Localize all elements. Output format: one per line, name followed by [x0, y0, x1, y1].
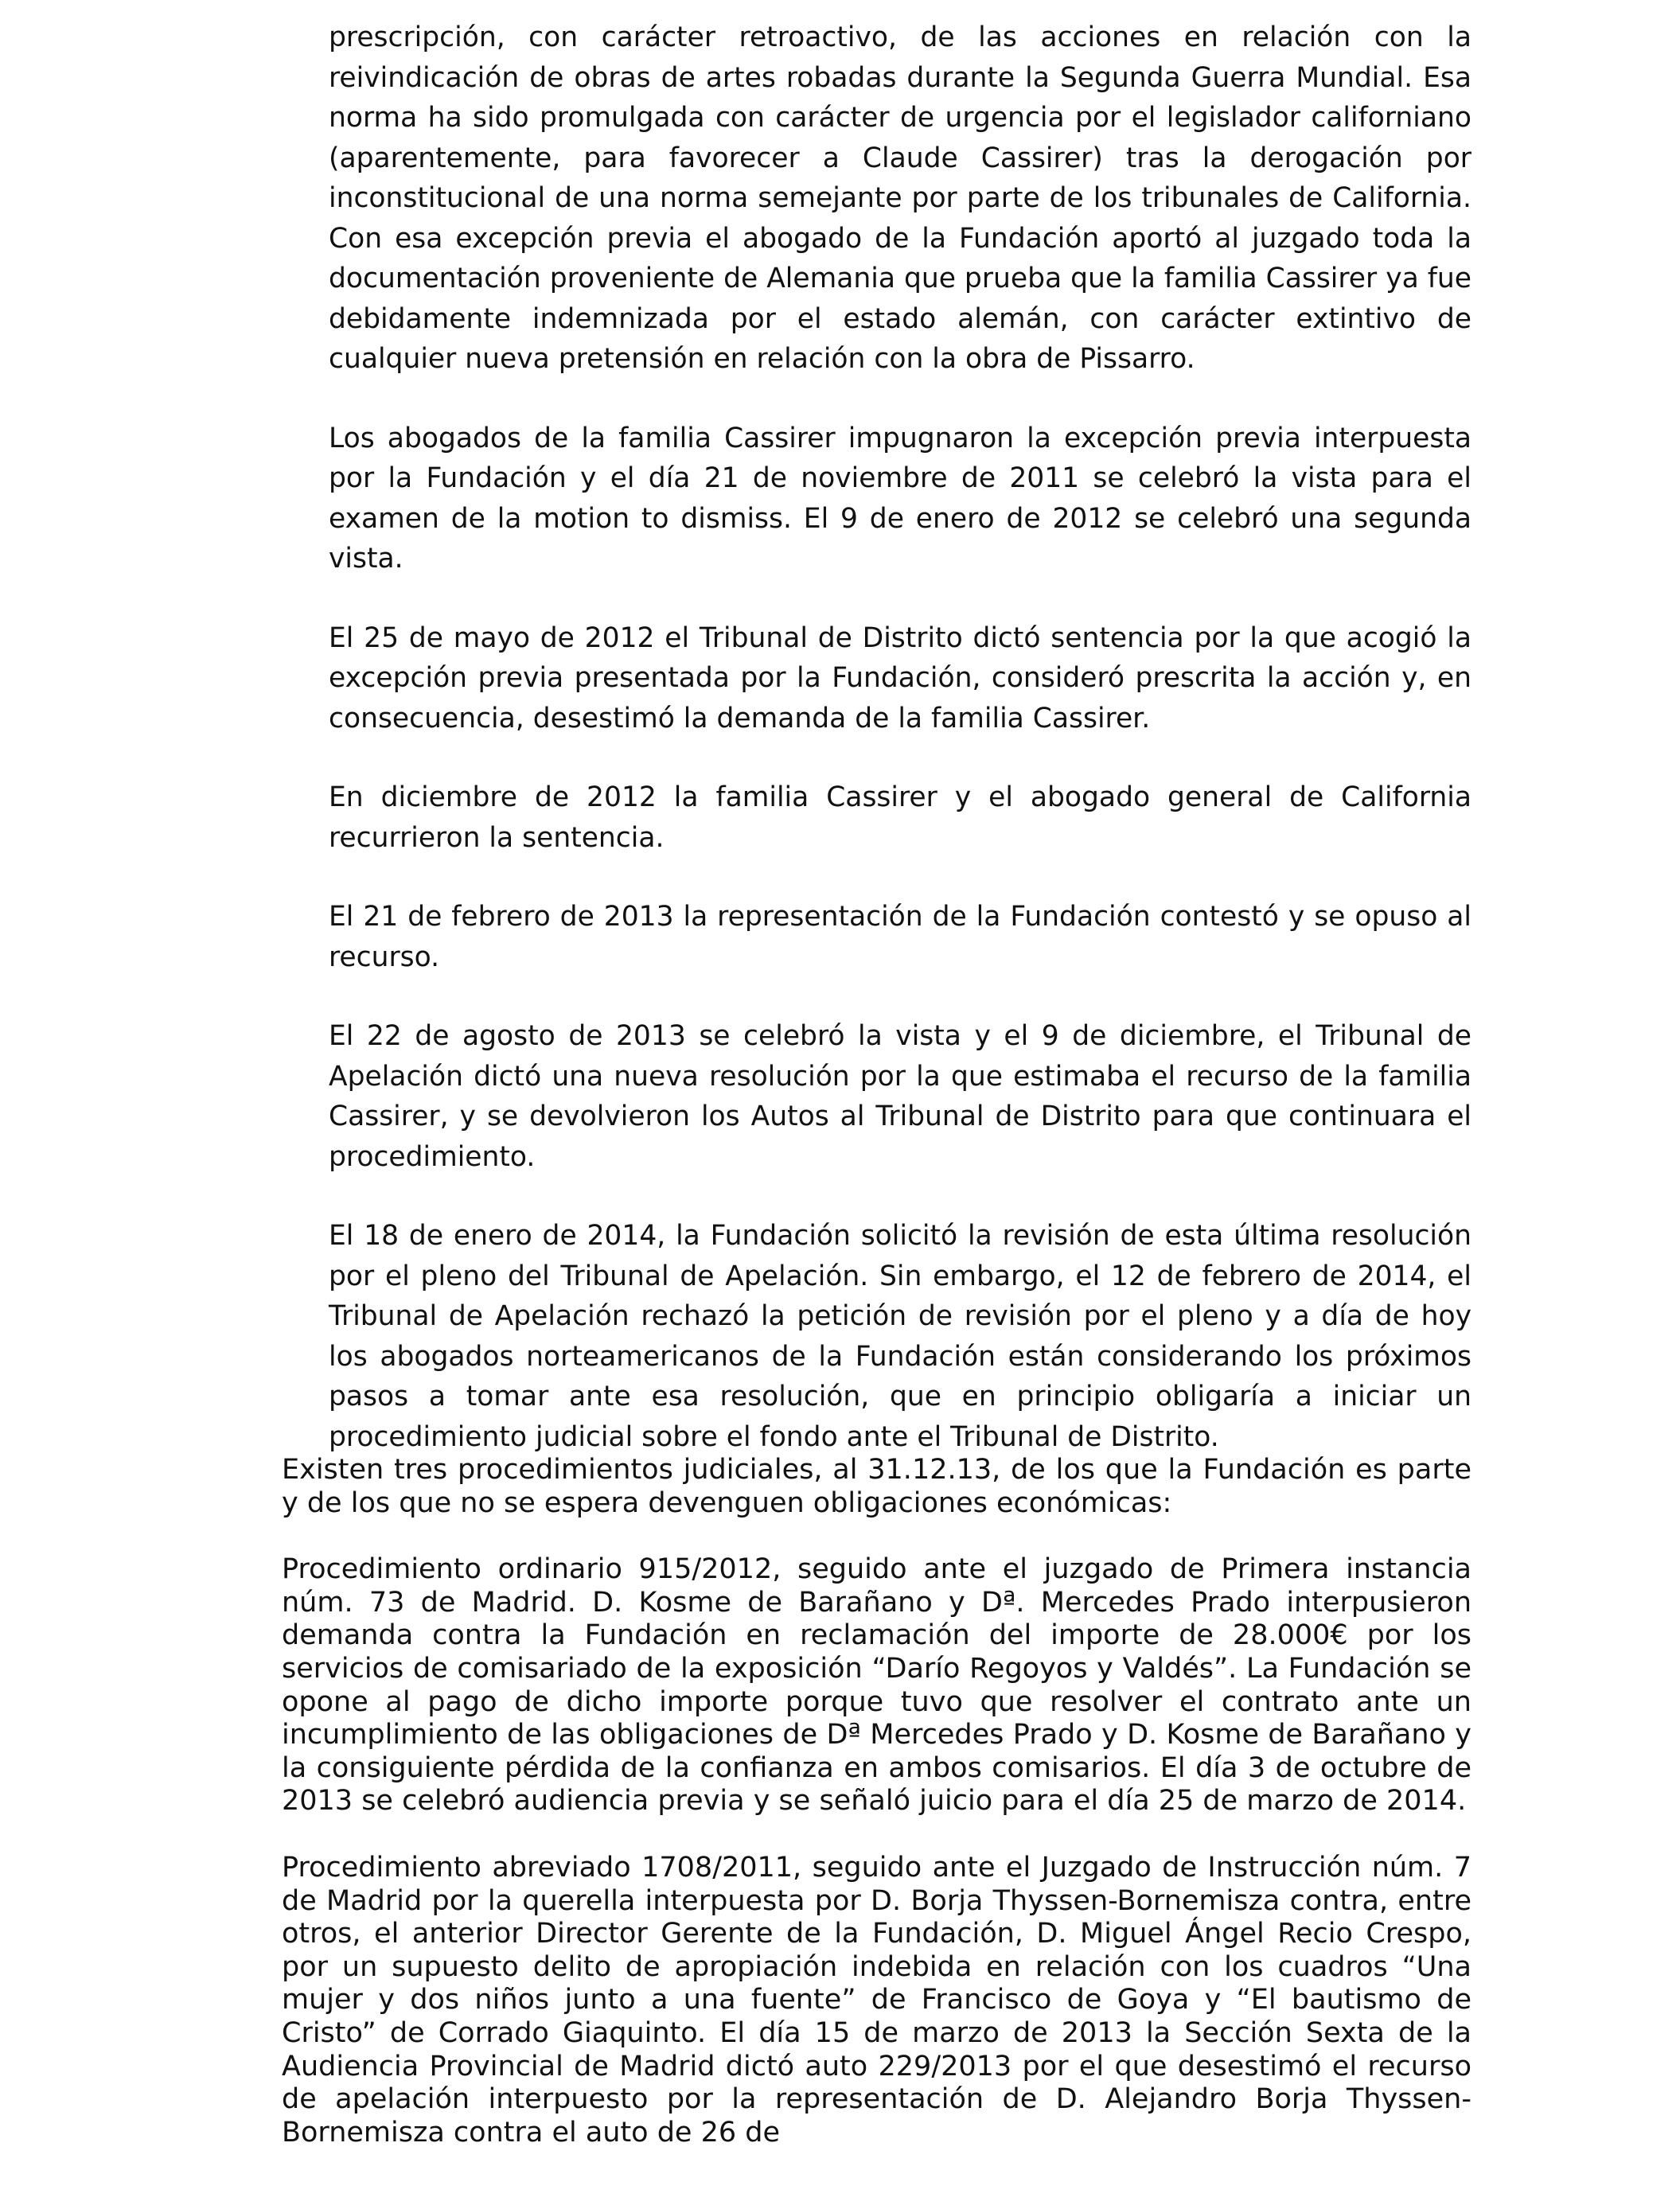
paragraph-contestacion-febrero: El 21 de febrero de 2013 la representación de la Fundación contestó y se opuso al recurso. [329, 901, 1471, 973]
main-section [282, 1454, 1471, 2182]
paragraph-vista-agosto: El 22 de agosto de 2013 se celebró la vista y el 9 de diciembre, el Tribunal de Apelación dictó una nueva resolución por la que estimaba el recurso de la familia Cassirer, y se devolvieron los Autos al Tribunal de Distrito para que continuara el procedimiento. [329, 1020, 1471, 1173]
paragraph-revision-pleno: El 18 de enero de 2014, la Fundación solicitó la revisión de esta última resolución por el pleno del Tribunal de Apelación. Sin embargo, el 12 de febrero de 2014, el Tribunal de Apelación rechazó la petición de revisión por el pleno y a día de hoy los abogados norteamericanos de la Fundación están considerando los próximos pasos a tomar ante esa resolución, que en principio obligaría a iniciar un procedimiento judicial sobre el fondo ante el Tribunal de Distrito. [329, 1220, 1471, 1453]
paragraph-recurso-diciembre: En diciembre de 2012 la familia Cassirer y el abogado general de California recurrieron la sentencia. [329, 781, 1471, 854]
paragraph-prescripcion: prescripción, con carácter retroactivo, de las acciones en relación con la reivindicación de obras de artes robadas durante la Segunda Guerra Mundial. Esa norma ha sido promulgada con carácter de urgencia por el legislador californiano (aparentemente, para favorecer a Claude Cassirer) tras la derogación por inconstitucional de una norma semejante por parte de los tribunales de California. Con esa excepción previa el abogado de la Fundación aportó al juzgado toda la documentación proveniente de Alemania que prueba que la familia Cassirer ya fue debidamente indemnizada por el estado alemán, con carácter extintivo de cualquier nueva pretensión en relación con la obra de Pissarro. [329, 21, 1471, 375]
paragraph-procedimiento-abreviado: Procedimiento abreviado 1708/2011, seguido ante el Juzgado de Instrucción núm. 7 de Madrid por la querella interpuesta por D. Borja Thyssen-Bornemisza contra, entre otros, el anterior Director Gerente de la Fundación, D. Miguel Ángel Recio Crespo, por un supuesto delito de apropiación indebida en relación con los cuadros “Una mujer y dos niños junto a una fuente” de Francisco de Goya y “El bautismo de Cristo” de Corrado Giaquinto. El día 15 de marzo de 2013 la Sección Sexta de la Audiencia Provincial de Madrid dictó auto 229/2013 por el que desestimó el recurso de apelación interpuesto por la representación de D. Alejandro Borja Thyssen-Bornemisza contra el auto de 26 de [282, 1851, 1471, 2149]
paragraph-impugnacion: Los abogados de la familia Cassirer impugnaron la excepción previa interpuesta por la Fundación y el día 21 de noviembre de 2011 se celebró la vista para el examen de la motion to dismiss. El 9 de enero de 2012 se celebró una segunda vista. [329, 422, 1471, 575]
paragraph-procedimiento-ordinario: Procedimiento ordinario 915/2012, seguido ante el juzgado de Primera instancia núm. 73 de Madrid. D. Kosme de Barañano y Dª. Mercedes Prado interpusieron demanda contra la Fundación en reclamación del importe de 28.000€ por los servicios de comisariado de la exposición “Darío Regoyos y Valdés”. La Fundación se opone al pago de dicho importe porque tuvo que resolver el contrato ante un incumplimiento de las obligaciones de Dª Mercedes Prado y D. Kosme de Barañano y la consiguiente pérdida de la confianza en ambos comisarios. El día 3 de octubre de 2013 se celebró audiencia previa y se señaló juicio para el día 25 de marzo de 2014. [282, 1553, 1471, 1817]
indented-section [329, 18, 1471, 1496]
paragraph-procedimientos-judiciales: Existen tres procedimientos judiciales, al 31.12.13, de los que la Fundación es parte y de los que no se espera devenguen obligaciones económicas: [282, 1454, 1471, 1519]
paragraph-sentencia-distrito: El 25 de mayo de 2012 el Tribunal de Distrito dictó sentencia por la que acogió la excepción previa presentada por la Fundación, consideró prescrita la acción y, en consecuencia, desestimó la demanda de la familia Cassirer. [329, 621, 1471, 734]
